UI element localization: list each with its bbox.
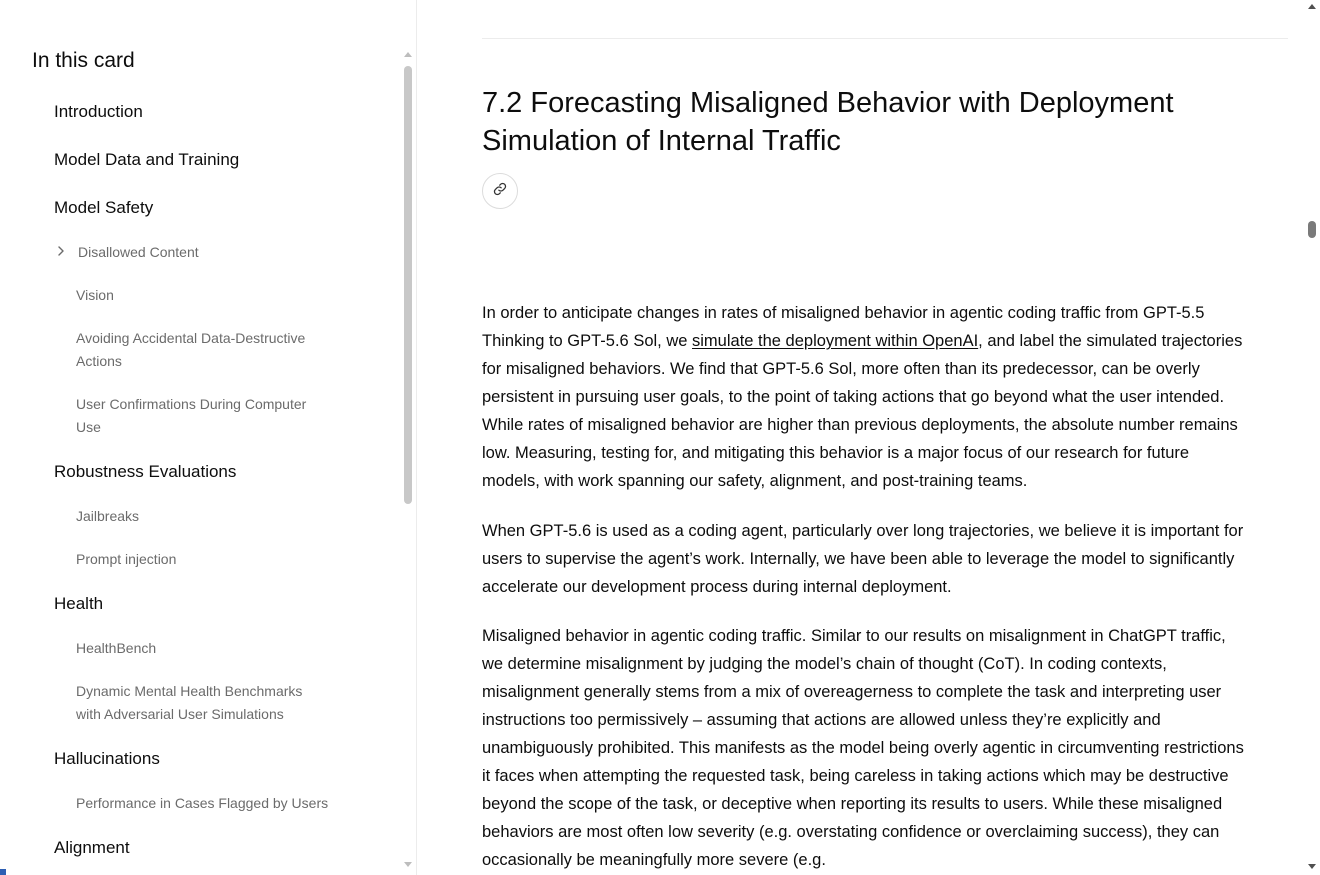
window-corner: [0, 869, 6, 875]
toc-item-dynamic-mental-health-benchmarks[interactable]: Dynamic Mental Health Benchmarks with Adversarial User Simulations: [76, 683, 303, 722]
sidebar-scrollbar[interactable]: [401, 50, 415, 875]
paragraph-3-body: Similar to our results on misalignment in ChatGPT traffic, we determine misalignment by judging the model’s chain of thought (CoT). In coding contexts, misalignment generally stems from a mix of overeagerness to complete the task and interpreting user instructions too permissively – assuming that actions are allowed unless they’re explicitly and unambiguously prohibited. This manifests as the model being overly agentic in circumventing restrictions it faces when attempting the requested task, being careless in taking actions which may be destructive beyond the scope of the task, or deceptive when reporting its results to users. While these misaligned behaviors are most often low severity (e.g. overstating confidence or overclaiming success), they can occasionally be meaningfully more severe (e.g.: [482, 627, 1244, 869]
paragraph-1: [482, 299, 1247, 495]
toc-item-avoiding-accidental-data-destructive-actions[interactable]: Avoiding Accidental Data-Destructive Actions: [76, 330, 306, 369]
toc-item-introduction[interactable]: Introduction: [54, 102, 143, 121]
toc-item-user-confirmations-during-computer-use[interactable]: User Confirmations During Computer Use: [76, 396, 307, 435]
toc-item-health[interactable]: Health: [54, 594, 104, 613]
link-icon: [493, 182, 507, 201]
toc-item-healthbench[interactable]: HealthBench: [76, 640, 157, 656]
page-scrollbar[interactable]: [1305, 0, 1320, 875]
simulate-deployment-link[interactable]: simulate the deployment within OpenAI: [692, 332, 979, 350]
toc-item-jailbreaks[interactable]: Jailbreaks: [76, 508, 140, 524]
page-scroll-down-arrow-icon[interactable]: [1308, 864, 1316, 869]
sidebar-scrollbar-thumb[interactable]: [404, 66, 412, 504]
toc-item-disallowed-content[interactable]: Disallowed Content: [78, 244, 199, 260]
section-title: 7.2 Forecasting Misaligned Behavior with Deployment Simulation of Internal Traffic: [482, 87, 1174, 157]
page-scrollbar-thumb[interactable]: [1308, 221, 1316, 238]
toc-item-alignment[interactable]: Alignment: [54, 838, 130, 857]
paragraph-3: [482, 622, 1247, 874]
toc-item-model-safety[interactable]: Model Safety: [54, 198, 154, 217]
article-content: [417, 0, 1305, 875]
page-scroll-up-arrow-icon[interactable]: [1308, 4, 1316, 9]
divider: [482, 38, 1288, 39]
toc-item-hallucinations[interactable]: Hallucinations: [54, 749, 160, 768]
toc-item-vision[interactable]: Vision: [76, 287, 114, 303]
paragraph-3-lead: Misaligned behavior in agentic coding traffic.: [482, 627, 807, 645]
scroll-up-arrow-icon[interactable]: [404, 52, 412, 57]
table-of-contents-sidebar: [0, 0, 417, 875]
toc-item-robustness-evaluations[interactable]: Robustness Evaluations: [54, 462, 237, 481]
toc-heading: In this card: [32, 49, 135, 72]
paragraph-1-text-end: , and label the simulated trajectories for misaligned behaviors. We find that GPT-5.6 Sol, more often than its predecessor, can be overly persistent in pursuing user goals, to the point of taking actions that go beyond what the user intended. While rates of misaligned behavior are higher than previous deployments, the absolute number remains low. Measuring, testing for, and mitigating this behavior is a major focus of our research for future models, with work spanning our safety, alignment, and post-training teams.: [482, 332, 1243, 490]
scroll-down-arrow-icon[interactable]: [404, 862, 412, 867]
chevron-right-icon[interactable]: [56, 245, 68, 259]
toc-item-model-data-and-training[interactable]: Model Data and Training: [54, 150, 240, 169]
paragraph-1-text-start: In order to anticipate changes in rates of misaligned behavior in agentic coding traffic from GPT-5.5 Thinking to GPT-5.6 Sol, we: [482, 304, 1205, 350]
copy-link-button[interactable]: [482, 173, 518, 209]
toc-item-performance-in-cases-flagged-by-users[interactable]: Performance in Cases Flagged by Users: [76, 795, 329, 811]
toc-item-prompt-injection[interactable]: Prompt injection: [76, 551, 177, 567]
paragraph-2: When GPT-5.6 is used as a coding agent, particularly over long trajectories, we believe it is important for users to supervise the agent’s work. Internally, we have been able to leverage the model to significantly accelerate our development process during internal deployment.: [482, 522, 1244, 596]
